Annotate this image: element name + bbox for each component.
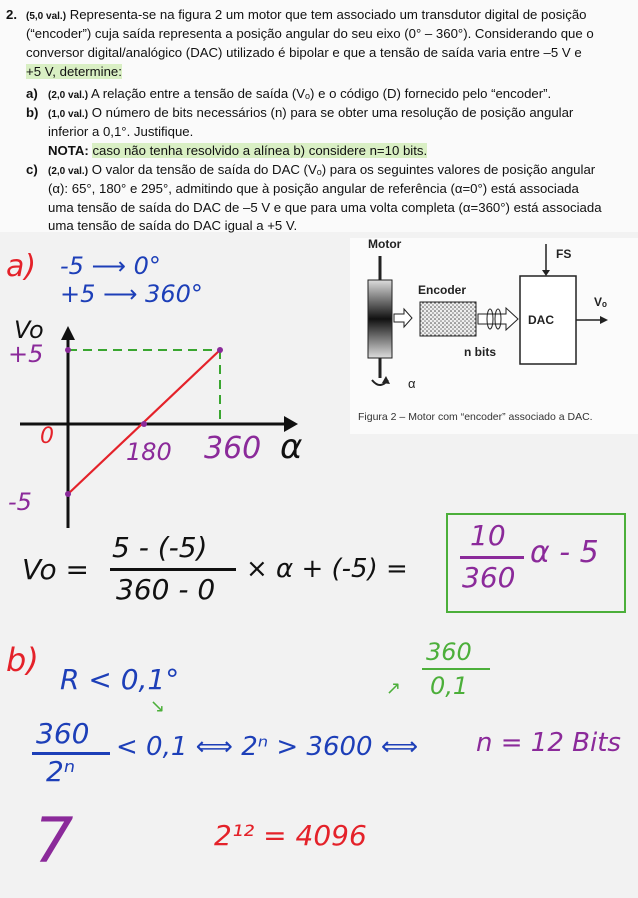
point-plus5 — [65, 347, 71, 353]
problem-line-3: conversor digital/analógico (DAC) utilizado é bipolar e que a tensão de saída varia entre –5 V e — [26, 45, 582, 60]
point-end — [217, 347, 223, 353]
b-result: n = 12 Bits — [476, 728, 621, 758]
item-c-line-3: uma tensão de saída do DAC de –5 V e que para uma volta completa (α=360°) está associada — [48, 200, 602, 215]
part-a-label: a) — [6, 249, 37, 284]
tick-180: 180 — [126, 438, 172, 466]
problem-line-1: (5,0 val.) Representa-se na figura 2 um motor que tem associado um transdutor digital de posição — [26, 7, 587, 22]
problem-number: 2. — [6, 7, 17, 22]
part-b-label: b) — [6, 641, 39, 679]
item-c-line-1: (2,0 val.) O valor da tensão de saída do DAC (Vₒ) para os seguintes valores de posição angular — [48, 162, 596, 177]
answer-fraction-bar — [460, 556, 524, 559]
up-arrow-icon: ↗ — [386, 678, 402, 699]
fs-arrowhead-icon — [542, 270, 550, 276]
item-b-line-2: inferior a 0,1°. Justifique. — [48, 124, 194, 139]
equation-lhs: Vo = — [22, 553, 90, 586]
b-denominator: 2ⁿ — [46, 755, 75, 788]
vo-label: Vₒ — [594, 295, 607, 309]
note-denominator: 0,1 — [430, 672, 469, 700]
answer-tail: α - 5 — [530, 535, 599, 570]
power-calculation: 2¹² = 4096 — [214, 819, 367, 852]
item-c-line-4: uma tensão de saída do DAC igual a +5 V. — [48, 218, 298, 233]
y-axis-arrowhead-icon — [61, 326, 75, 340]
item-b-label: b) — [26, 105, 39, 120]
encoder-label: Encoder — [418, 283, 467, 297]
motor-label: Motor — [368, 238, 402, 251]
problem-line-4: +5 V, determine: — [26, 64, 122, 79]
item-a-label: a) — [26, 86, 38, 101]
nbits-label: n bits — [464, 345, 496, 359]
figure-2 — [350, 238, 638, 434]
axis-v-label: Vo — [14, 316, 44, 344]
alpha-label: α — [408, 376, 416, 391]
mapping-line-2: +5 ⟶ 360° — [60, 280, 203, 308]
answer-numerator: 10 — [470, 519, 506, 552]
point-minus5 — [65, 491, 71, 497]
mapping-line-1: -5 ⟶ 0° — [60, 252, 161, 280]
note-line: NOTA: caso não tenha resolvido a alínea b) considere n=10 bits. — [48, 143, 428, 158]
dac-label: DAC — [528, 313, 554, 327]
item-c-label: c) — [26, 162, 38, 177]
transfer-graph — [0, 310, 330, 530]
resolution-condition: R < 0,1° — [60, 663, 180, 696]
tick-zero: 0 — [40, 424, 54, 449]
equation-middle: × α + (-5) = — [246, 554, 408, 584]
figure-caption: Figura 2 – Motor com “encoder” associado a DAC. — [358, 411, 593, 423]
b-inequality-chain: < 0,1 ⟺ 2ⁿ > 3600 ⟺ — [116, 732, 419, 762]
item-c-line-2: (α): 65°, 180° e 295°, admitindo que à posição angular de referência (α=0°) está associada — [48, 181, 579, 196]
part-c-label: 7 — [34, 804, 74, 877]
equation-denominator: 360 - 0 — [116, 573, 216, 606]
note-fraction-bar — [422, 668, 490, 670]
fs-label: FS — [556, 247, 572, 261]
tick-360: 360 — [204, 431, 262, 466]
encoder-block — [420, 302, 476, 336]
tick-minus5: -5 — [8, 488, 32, 516]
rotation-arrowhead-icon — [382, 376, 390, 384]
equation-numerator: 5 - (-5) — [112, 531, 208, 564]
item-a-line-1: (2,0 val.) A relação entre a tensão de saída (Vₒ) e o código (D) fornecido pelo “encoder”. — [48, 86, 552, 101]
motor-body — [368, 280, 392, 358]
b-numerator: 360 — [36, 717, 90, 750]
vo-arrowhead-icon — [600, 316, 608, 324]
problem-statement — [0, 0, 638, 232]
motor-encoder-dac-diagram — [350, 238, 638, 434]
point-180 — [141, 421, 147, 427]
answer-denominator: 360 — [462, 561, 516, 594]
equation-fraction-bar — [110, 568, 236, 571]
problem-line-2: (“encoder”) cuja saída representa a posição angular do seu eixo (0° – 360°). Considerando que o — [26, 26, 594, 41]
item-b-line-1: (1,0 val.) O número de bits necessários (n) para se obter uma resolução de posição angular — [48, 105, 574, 120]
down-arrow-icon: ↘ — [150, 696, 166, 717]
bus-arrow-icon — [478, 308, 518, 330]
axis-alpha-label: α — [280, 427, 303, 467]
shaft-arrow-icon — [394, 309, 412, 327]
note-numerator: 360 — [426, 638, 472, 666]
tick-plus5: +5 — [8, 340, 44, 368]
